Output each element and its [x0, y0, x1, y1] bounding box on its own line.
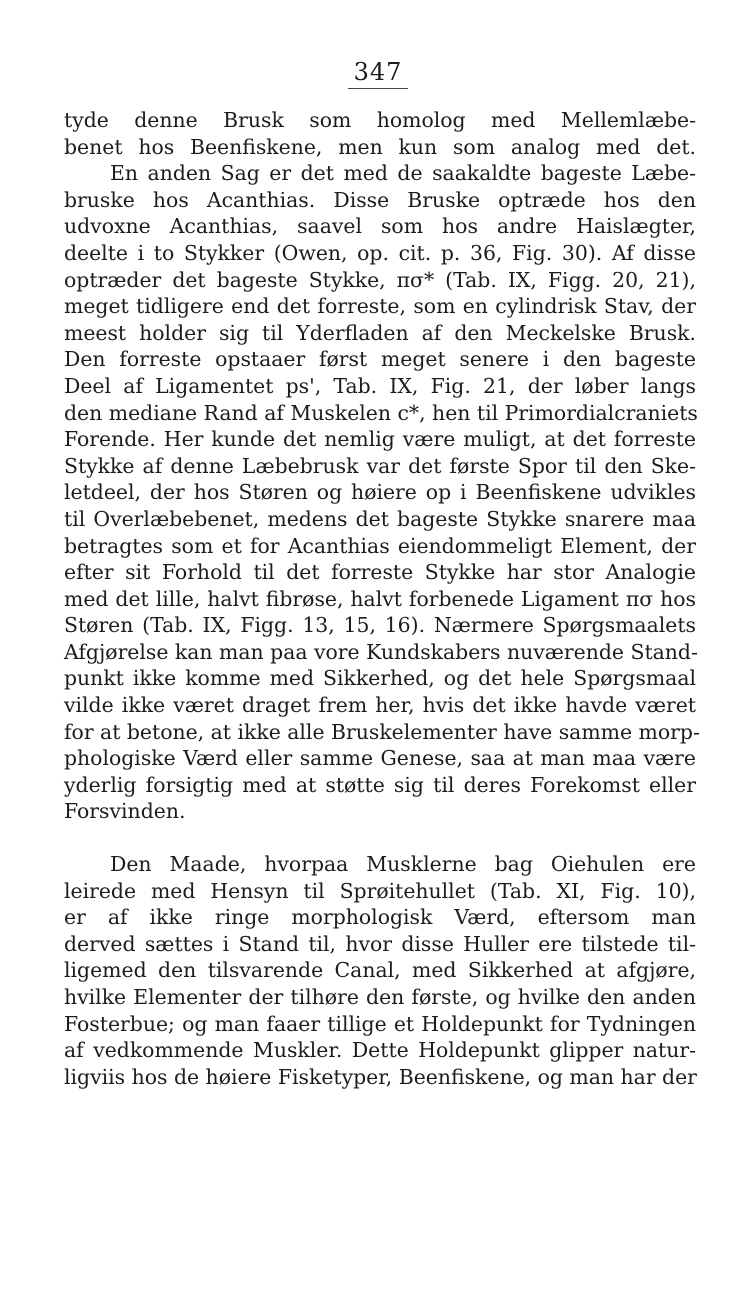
text-line: hvilke Elementer der tilhøre den første, og hvilke den anden — [64, 985, 696, 1009]
text-line: Den Maade, hvorpaa Musklerne bag Oiehulen ere — [110, 852, 696, 877]
text-line: derved sættes i Stand til, hvor disse Huller ere tilstede til- — [64, 931, 696, 956]
text-line: den mediane Rand af Muskelen c*, hen til Primordialcraniets — [64, 400, 698, 425]
paragraph-gap — [64, 825, 696, 851]
text-line: ligemed den tilsvarende Canal, med Sikkerhed at afgjøre, — [64, 958, 696, 983]
text-line: Deel af Ligamentet ps', Tab. IX, Fig. 21, der løber langs — [64, 373, 696, 398]
text-line: er af ikke ringe morphologisk Værd, eftersom man — [64, 905, 696, 930]
text-line: Forende. Her kunde det nemlig være muligt, at det forreste — [64, 427, 696, 452]
text-line: Støren (Tab. IX, Figg. 13, 15, 16). Nærmere Spørgsmaalets — [64, 613, 696, 638]
text-line: Afgjørelse kan man paa vore Kundskabers nuværende Stand- — [64, 639, 698, 664]
text-line: Fosterbue; og man faaer tillige et Holdepunkt for Tydningen — [64, 1011, 696, 1036]
text-line: bruske hos Acanthias. Disse Bruske optræde hos den — [64, 187, 696, 212]
text-line: Den forreste opstaaer først meget senere i den bageste — [64, 347, 696, 372]
text-line: meest holder sig til Yderfladen af den Meckelske Brusk. — [64, 320, 696, 345]
text-line: betragtes som et for Acanthias eiendommeligt Element, der — [64, 533, 696, 558]
page-number-text: 347 — [353, 58, 403, 86]
text-line: af vedkommende Muskler. Dette Holdepunkt glipper natur- — [64, 1038, 696, 1063]
text-line: benet hos Beenfiskene, men kun som analog med det. — [64, 134, 696, 159]
text-line: optræder det bageste Stykke, πσ* (Tab. IX, Figg. 20, 21), — [64, 267, 696, 292]
text-line: letdeel, der hos Støren og høiere op i Beenfiskene udvikles — [64, 480, 696, 505]
text-line: udvoxne Acanthias, saavel som hos andre Haislægter, — [64, 214, 696, 239]
text-line: leirede med Hensyn til Sprøitehullet (Tab. XI, Fig. 10), — [64, 878, 696, 903]
body-text — [64, 107, 700, 1090]
paragraph — [64, 107, 700, 825]
text-line: meget tidligere end det forreste, som en cylindrisk Stav, der — [64, 294, 696, 319]
text-line: med det lille, halvt fibrøse, halvt forbenede Ligament πσ hos — [64, 586, 696, 611]
text-line: efter sit Forhold til det forreste Stykke har stor Analogie — [64, 560, 696, 585]
text-line: vilde ikke været draget frem her, hvis det ikke havde været — [64, 693, 696, 718]
text-line: Forsvinden. — [64, 799, 186, 824]
page-number-underline — [348, 88, 408, 89]
text-line: En anden Sag er det med de saakaldte bageste Læbe- — [110, 161, 696, 186]
text-line: til Overlæbebenet, medens det bageste Stykke snarere maa — [64, 506, 696, 531]
text-line: ligviis hos de høiere Fisketyper, Beenfiskene, og man har der — [64, 1064, 697, 1089]
text-line: for at betone, at ikke alle Bruskelementer have samme morp- — [64, 719, 700, 744]
paragraph — [64, 851, 696, 1090]
text-line: tyde denne Brusk som homolog med Mellemlæbe- — [64, 108, 696, 132]
page-number — [0, 58, 756, 89]
text-line: yderlig forsigtig med at støtte sig til deres Forekomst eller — [64, 772, 696, 797]
text-line: deelte i to Stykker (Owen, op. cit. p. 36, Fig. 30). Af disse — [64, 240, 696, 265]
text-line: phologiske Værd eller samme Genese, saa at man maa være — [64, 746, 696, 771]
text-line: Stykke af denne Læbebrusk var det første Spor til den Ske- — [64, 453, 696, 478]
text-line: punkt ikke komme med Sikkerhed, og det hele Spørgsmaal — [64, 666, 696, 691]
